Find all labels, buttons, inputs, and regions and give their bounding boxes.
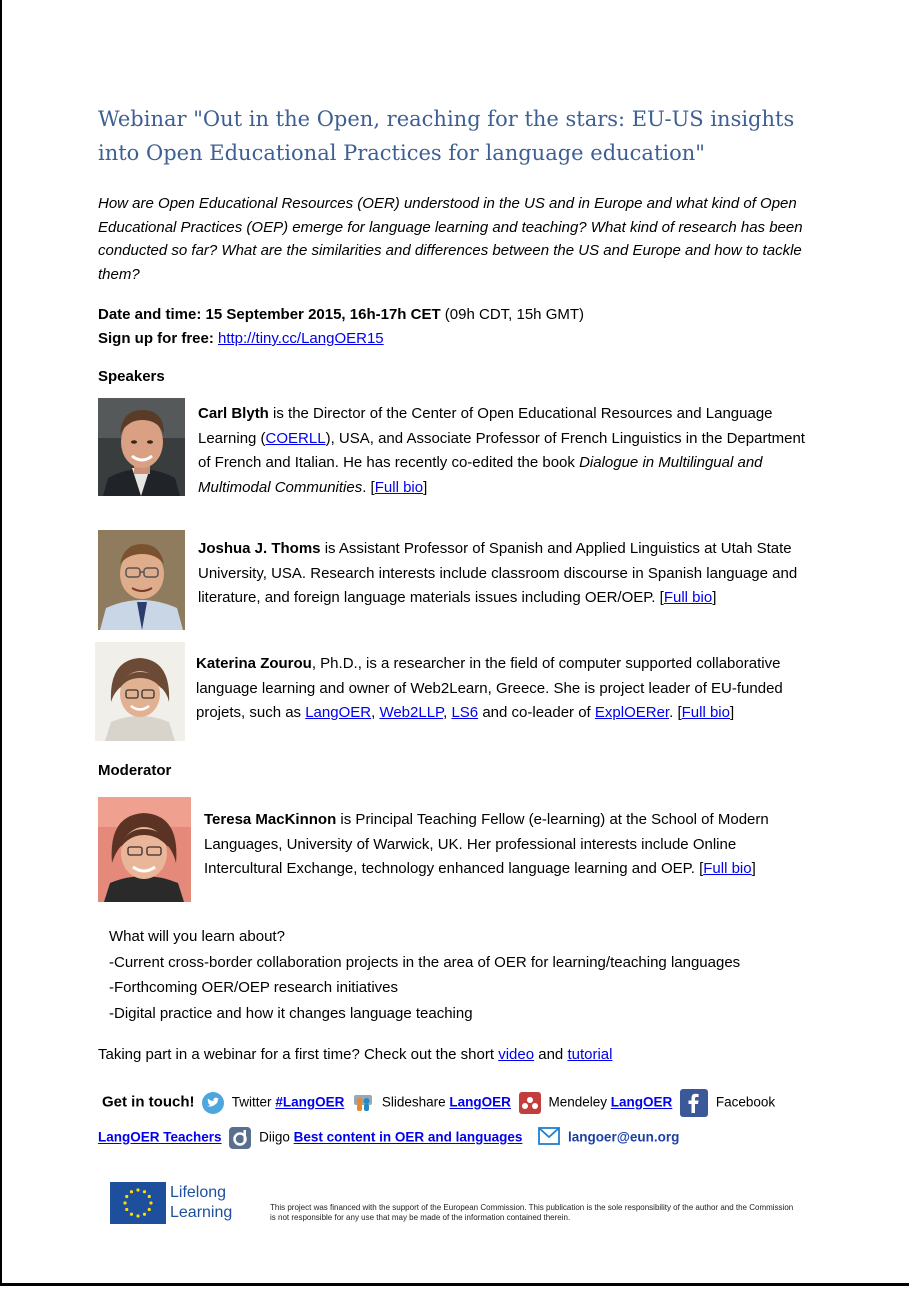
- twitter-icon[interactable]: [202, 1092, 224, 1114]
- moderator-name: Teresa MacKinnon: [204, 811, 337, 828]
- first-time-line: Taking part in a webinar for a first time? Check out the short video and tutorial: [98, 1046, 613, 1063]
- speaker-photo-katerina-zourou: [95, 642, 185, 741]
- date-label: Date and time: 15 September 2015, 16h-17h CET: [98, 306, 441, 323]
- intro-paragraph: How are Open Educational Resources (OER) understood in the US and in Europe and what kind of Open Educational Practices (OEP) emerge for language learning and teaching? What kind of research has been conducted so far? What are the similarities and differences between the US and Europe and how to tackle them?: [98, 195, 803, 283]
- book-title: Dialogue in Multilingual and Multimodal Communities: [198, 454, 763, 496]
- eu-star-icon: [136, 1214, 139, 1217]
- eu-star-icon: [148, 1208, 151, 1211]
- speakers-heading: Speakers: [98, 368, 165, 385]
- mendeley-link[interactable]: LangOER: [610, 1094, 673, 1110]
- twitter-link[interactable]: #LangOER: [275, 1094, 345, 1110]
- full-bio-link[interactable]: Full bio: [663, 589, 713, 606]
- speaker-name: Carl Blyth: [198, 405, 269, 422]
- email-icon[interactable]: [538, 1127, 560, 1149]
- mendeley-icon[interactable]: [519, 1092, 541, 1114]
- signup-label: Sign up for free:: [98, 330, 218, 347]
- moderator-heading: Moderator: [98, 762, 172, 779]
- lifelong-learning-logo: [110, 1180, 245, 1233]
- event-info: [98, 303, 584, 351]
- logo-text: Lifelong Learning: [170, 1184, 233, 1221]
- speaker-photo-carl-blyth: [98, 398, 185, 496]
- slideshare-label: Slideshare: [381, 1094, 446, 1110]
- eu-star-icon: [143, 1213, 146, 1216]
- learn-item: -Digital practice and how it changes language teaching: [109, 1004, 473, 1022]
- eu-star-icon: [136, 1188, 139, 1191]
- learn-item: -Forthcoming OER/OEP research initiatives: [109, 979, 398, 996]
- get-in-touch-heading: Get in touch!: [102, 1093, 195, 1111]
- eu-star-icon: [125, 1195, 128, 1198]
- diigo-icon[interactable]: [229, 1127, 251, 1149]
- speaker-photo-joshua-thoms: [98, 530, 185, 630]
- eu-star-icon: [148, 1195, 151, 1198]
- learn-question: What will you learn about?: [109, 928, 285, 945]
- slideshare-icon[interactable]: [352, 1092, 374, 1114]
- slideshare-link[interactable]: LangOER: [449, 1094, 511, 1110]
- full-bio-link[interactable]: Full bio: [681, 704, 730, 721]
- email-address[interactable]: langoer@eun.org: [567, 1129, 680, 1145]
- mendeley-label: Mendeley: [548, 1094, 608, 1110]
- page-title: Webinar "Out in the Open, reaching for the stars: EU-US insights into Open Educational Practices for language education": [98, 107, 795, 165]
- contact-row-2: [98, 1127, 679, 1149]
- langoer-link[interactable]: LangOER: [305, 704, 372, 721]
- diigo-label: Diigo: [259, 1129, 290, 1145]
- moderator-photo-teresa-mackinnon: [98, 797, 191, 902]
- date-line: [98, 303, 584, 327]
- eu-star-icon: [125, 1208, 128, 1211]
- speaker-name: Joshua J. Thoms: [198, 540, 321, 557]
- contact-row-1: [102, 1089, 775, 1117]
- full-bio-link[interactable]: Full bio: [374, 478, 424, 496]
- eu-star-icon: [130, 1213, 133, 1216]
- video-link[interactable]: video: [498, 1046, 535, 1063]
- facebook-link[interactable]: LangOER Teachers: [98, 1129, 222, 1145]
- facebook-label: Facebook: [715, 1094, 776, 1110]
- facebook-icon[interactable]: [680, 1089, 708, 1117]
- ls6-link[interactable]: LS6: [451, 704, 479, 721]
- speaker-bio-carl-blyth: Carl Blyth is the Director of the Center of Open Educational Resources and Language Learning (COERLL), USA, and Associate Professor of French Linguistics in the Department of French and Italian. He has recently co-edited the book Dialogue in Multilingual and Multimodal Communities. [Full bio]: [198, 405, 805, 496]
- signup-line: [98, 327, 584, 351]
- eu-star-icon: [123, 1201, 126, 1204]
- coerll-link[interactable]: COERLL: [265, 429, 326, 447]
- disclaimer: This project was financed with the support of the European Commission. This publication is the sole responsibility of the author and the Commission is not responsible for any use that may be made of the information contained therein.: [270, 1203, 794, 1222]
- moderator-bio: Teresa MacKinnon is Principal Teaching Fellow (e-learning) at the School of Modern Languages, University of Warwick, UK. Her professional interests include Online Intercultural Exchange, technology enhanced language learning and OEP. [Full bio]: [204, 811, 769, 877]
- speaker-bio-joshua-thoms: Joshua J. Thoms is Assistant Professor of Spanish and Applied Linguistics at Utah State University, USA. Research interests include classroom discourse in Spanish language and literature, and foreign language materials issues including OER/OEP. [Full bio]: [198, 540, 798, 606]
- signup-link[interactable]: http://tiny.cc/LangOER15: [218, 330, 384, 347]
- eu-star-icon: [143, 1190, 146, 1193]
- full-bio-link[interactable]: Full bio: [703, 860, 752, 877]
- exploerer-link[interactable]: ExplOERer: [594, 704, 670, 721]
- diigo-link[interactable]: Best content in OER and languages: [293, 1129, 523, 1145]
- tutorial-link[interactable]: tutorial: [567, 1046, 613, 1063]
- learn-item: -Current cross-border collaboration projects in the area of OER for learning/teaching languages: [109, 953, 741, 971]
- speaker-name: Katerina Zourou: [196, 655, 312, 672]
- date-extra: (09h CDT, 15h GMT): [440, 306, 585, 323]
- eu-star-icon: [130, 1190, 133, 1193]
- speaker-bio-katerina-zourou: Katerina Zourou, Ph.D., is a researcher in the field of computer supported collaborative language learning and owner of Web2Learn, Greece. She is project leader of EU-funded projets, such as LangOER, Web2LLP, LS6 and co-leader of ExplOERer. [Full bio]: [196, 655, 783, 721]
- learn-section: [109, 924, 740, 1026]
- eu-star-icon: [149, 1201, 152, 1204]
- web2llp-link[interactable]: Web2LLP: [379, 704, 444, 721]
- twitter-label: Twitter: [231, 1094, 272, 1110]
